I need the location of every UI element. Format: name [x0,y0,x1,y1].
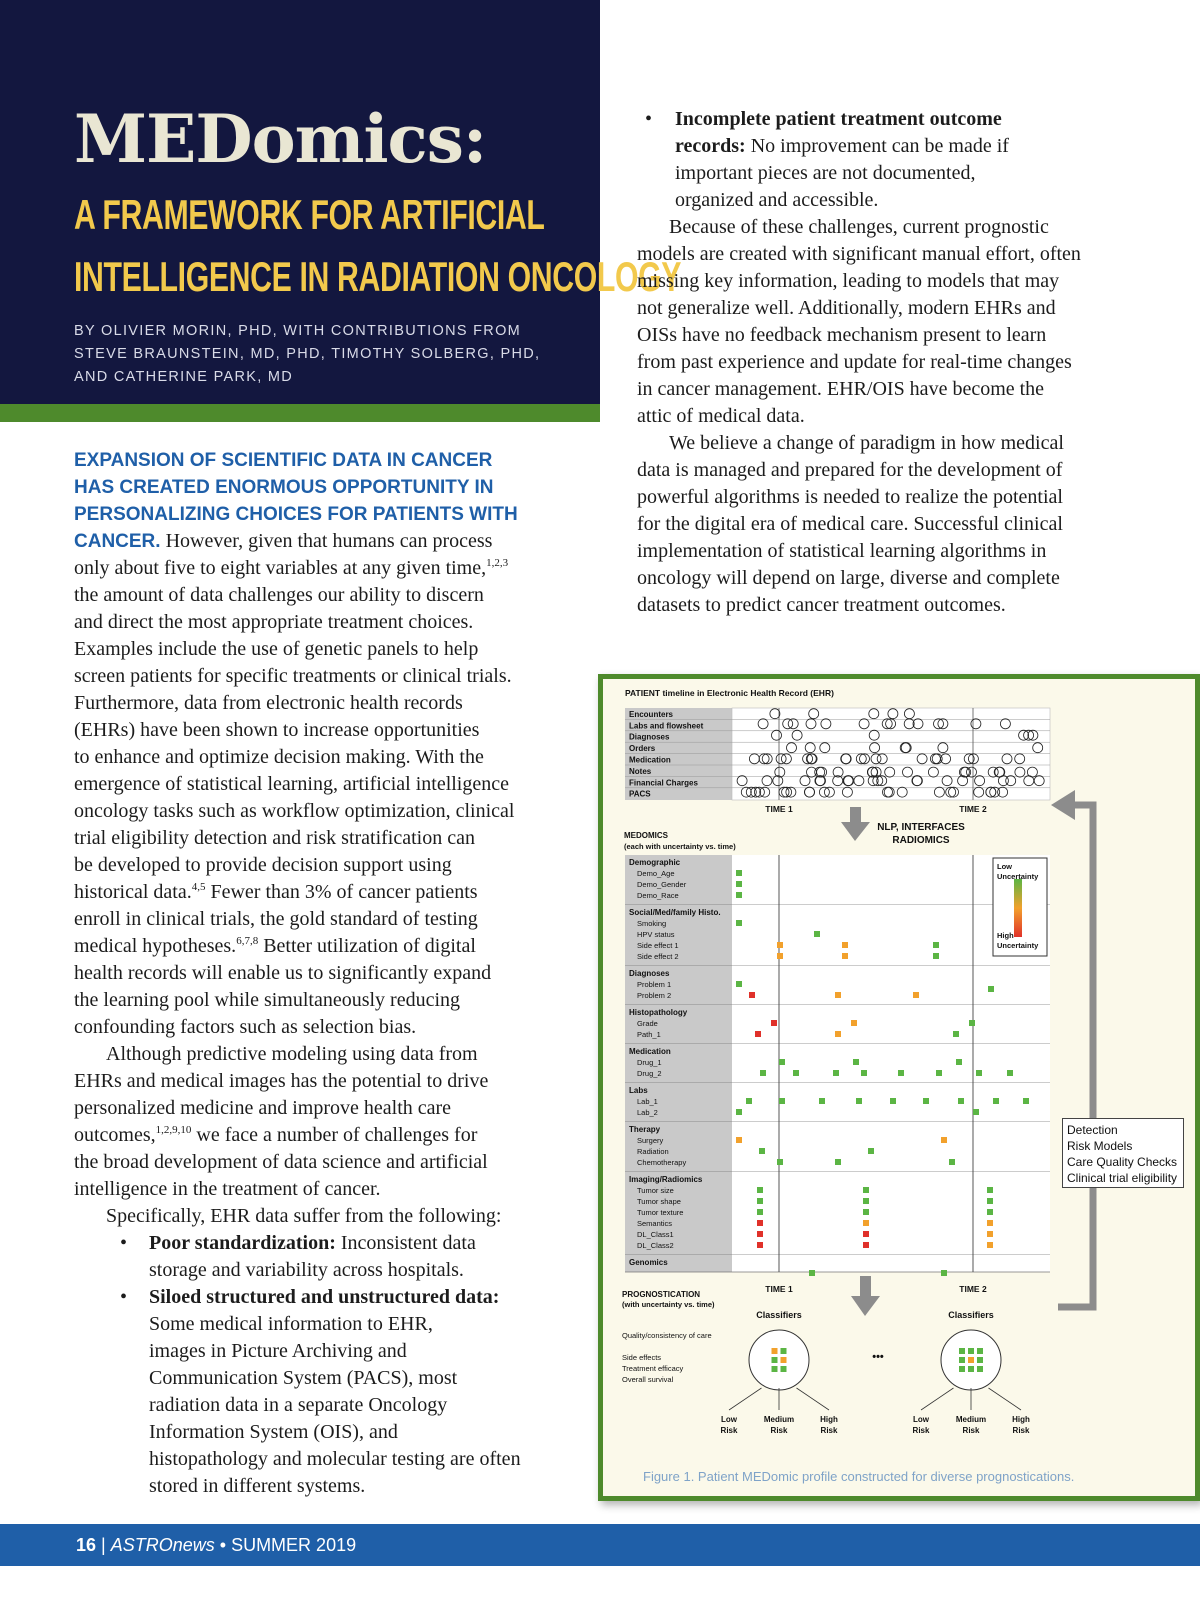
data-marker [941,1137,947,1143]
group-label: Demographic [629,858,681,867]
data-marker [746,1098,752,1104]
radiomics-label: RADIOMICS [892,835,950,846]
data-marker [760,1070,766,1076]
classifier-cell [977,1366,983,1372]
time2-label: TIME 2 [959,1284,987,1294]
body-line: intelligence in the treatment of cancer. [74,1178,381,1200]
data-marker [973,1109,979,1115]
classifier-cell [772,1366,778,1372]
body-line [675,133,1137,160]
data-marker [809,1270,815,1276]
data-marker [736,1109,742,1115]
body-line: to enhance and optimize decision making. With the [74,746,484,768]
data-marker [814,931,820,937]
body-line [149,1230,564,1257]
body-line: not generalize well. Additionally, modern EHRs and [637,297,1056,319]
data-marker [987,1220,993,1226]
data-marker [777,1159,783,1165]
bullet-heading: Siloed structured and unstructured data: [149,1286,500,1308]
data-marker [988,986,994,992]
data-marker [736,1137,742,1143]
body-line: the amount of data challenges our ability to discern [74,584,484,606]
data-marker [757,1198,763,1204]
risk-branch-line [797,1388,830,1410]
data-marker [793,1070,799,1076]
body-line: emergence of statistical learning, artificial intelligence [74,773,509,795]
body-line: from past experience and update for real-time changes [637,351,1072,373]
nlp-label: NLP, INTERFACES [877,822,965,833]
classifier-cell [772,1348,778,1354]
feedback-arrow-head [1051,790,1075,820]
medomics-label: MEDOMICS [624,831,668,840]
item-label: Demo_Gender [637,880,687,889]
item-label: Surgery [637,1136,664,1145]
page-bottom-margin [0,1566,1200,1613]
data-marker [736,870,742,876]
body-line: attic of medical data. [637,405,805,427]
issue-date: SUMMER 2019 [231,1535,357,1555]
bullet-icon: • [120,1286,128,1308]
data-marker [736,981,742,987]
ehr-row-label: Labs and flowsheet [629,721,704,731]
byline-line: BY OLIVIER MORIN, PHD, WITH CONTRIBUTIONS FROM [74,323,522,339]
ehr-row-label: Financial Charges [629,778,698,788]
body-line: data is managed and prepared for the development of [637,459,1063,481]
footnote-ref: 1,2,3 [486,557,509,569]
data-marker [987,1187,993,1193]
bullet-heading: Incomplete patient treatment outcome [675,108,1002,130]
data-marker [1023,1098,1029,1104]
data-marker [1007,1070,1013,1076]
body-line: Examples include the use of genetic panels to help [74,638,479,660]
callout-item: Risk Models [1067,1139,1133,1153]
risk-word-label: Risk [962,1426,980,1435]
body-line: radiation data in a separate Oncology [149,1394,448,1416]
footnote-ref: 1,2,9,10 [155,1124,192,1136]
classifier-cell [781,1357,787,1363]
left-column [74,447,564,1500]
bullet-siloed-data [74,1284,564,1500]
legend-high-label: High [997,931,1014,940]
item-label: Drug_1 [637,1058,662,1067]
risk-level-label: Low [721,1415,737,1424]
risk-word-label: Risk [820,1426,838,1435]
data-marker [923,1098,929,1104]
body-line: histopathology and molecular testing are often [149,1448,521,1470]
figure-diagram [603,679,1195,1496]
lead-line: HAS CREATED ENORMOUS OPPORTUNITY IN [74,477,494,498]
data-marker [779,1098,785,1104]
data-marker [835,992,841,998]
right-column [637,106,1137,619]
group-label: Labs [629,1086,648,1095]
classifier-cell [968,1357,974,1363]
body-line: OISs have no feedback mechanism present to learn [637,324,1047,346]
body-text: we face a number of challenges for [191,1124,478,1146]
callout-item: Clinical trial eligibility [1067,1171,1178,1185]
prog-item-label: Quality/consistency of care [622,1331,712,1340]
figure-caption: Figure 1. Patient MEDomic profile constructed for diverse prognostications. [643,1469,1075,1484]
data-marker [842,953,848,959]
lead-line: EXPANSION OF SCIENTIFIC DATA IN CANCER [74,450,493,471]
item-label: Radiation [637,1147,669,1156]
prognostication-sub-label: (with uncertainty vs. time) [622,1300,715,1309]
classifier-cell [959,1357,965,1363]
item-label: Side effect 2 [637,952,679,961]
paragraph-1 [74,582,564,879]
classifiers-label: Classifiers [756,1310,802,1320]
risk-level-label: Low [913,1415,929,1424]
data-marker [851,1020,857,1026]
risk-branch-line [989,1388,1022,1410]
body-line: the broad development of data science and artificial [74,1151,488,1173]
body-text: Better utilization of digital [258,935,476,957]
data-marker [757,1209,763,1215]
body-line: powerful algorithms is needed to realize the potential [637,486,1063,508]
item-label: Lab_1 [637,1097,658,1106]
body-line: Information System (OIS), and [149,1421,398,1443]
body-line: personalized medicine and improve health care [74,1097,452,1119]
data-marker [898,1070,904,1076]
item-label: Tumor size [637,1186,674,1195]
data-marker [941,1270,947,1276]
header-green-rule [0,404,600,422]
item-label: Smoking [637,919,667,928]
data-marker [755,1031,761,1037]
classifier-cell [772,1357,778,1363]
legend-low-label: Low [997,862,1012,871]
data-marker [987,1198,993,1204]
risk-level-label: Medium [955,1415,987,1424]
data-marker [863,1231,869,1237]
body-line: for the digital era of medical care. Successful clinical [637,513,1063,535]
data-marker [749,992,755,998]
medomics-plot-panel [732,1255,1050,1272]
body-line: be developed to provide decision support using [74,854,452,876]
classifier-cell [977,1357,983,1363]
body-line: Furthermore, data from electronic health records [74,692,463,714]
data-marker [771,1020,777,1026]
article-title: MEDomics: [74,100,487,178]
body-text: outcomes, [74,1124,156,1146]
body-line: (EHRs) have been shown to increase opportunities [74,719,480,741]
prog-item-label: Treatment efficacy [622,1364,684,1373]
bullet-heading: records: [675,135,746,157]
bullet-icon: • [645,108,653,130]
body-line: in cancer management. EHR/OIS have become the [637,378,1045,400]
legend-high-label: Uncertainty [997,941,1039,950]
group-label: Diagnoses [629,969,670,978]
page-number: 16 [76,1535,97,1555]
item-label: Demo_Race [637,891,679,900]
data-marker [976,1070,982,1076]
data-marker [757,1242,763,1248]
bullet-heading: Poor standardization: [149,1232,336,1254]
data-marker [863,1220,869,1226]
data-marker [863,1187,869,1193]
classifier-cell [959,1348,965,1354]
byline-line: AND CATHERINE PARK, MD [74,369,293,385]
classifier-cell [959,1366,965,1372]
body-line [74,528,564,555]
body-line: Because of these challenges, current prognostic [669,216,1049,238]
ehr-row-label: Encounters [629,709,674,719]
classifier-cell [977,1348,983,1354]
data-marker [777,953,783,959]
data-marker [757,1220,763,1226]
legend-color-bar [1014,879,1022,937]
time2-label: TIME 2 [959,804,987,814]
down-arrow-1-head [841,822,870,841]
risk-level-label: Medium [763,1415,795,1424]
data-marker [777,942,783,948]
data-marker [853,1059,859,1065]
ehr-title: PATIENT timeline in Electronic Health Record (EHR) [625,688,834,698]
classifiers-label: Classifiers [948,1310,994,1320]
body-line: implementation of statistical learning algorithms in [637,540,1047,562]
data-marker [835,1159,841,1165]
data-marker [863,1242,869,1248]
group-label: Histopathology [629,1008,688,1017]
footer-sep: | [96,1535,111,1555]
item-label: Side effect 1 [637,941,679,950]
body-line: datasets to predict cancer treatment outcomes. [637,594,1006,616]
data-marker [956,1059,962,1065]
classifier-cell [968,1348,974,1354]
body-line: images in Picture Archiving and [149,1340,407,1362]
legend-low-label: Uncertainty [997,872,1039,881]
body-text: Fewer than 3% of cancer patients [205,881,478,903]
data-marker [757,1231,763,1237]
ehr-row-label: Diagnoses [629,732,670,742]
body-text: only about five to eight variables at any given time, [74,557,487,579]
ehr-row-label: Notes [629,766,652,776]
item-label: Lab_2 [637,1108,658,1117]
data-marker [936,1070,942,1076]
body-line [675,106,1137,133]
time1-label: TIME 1 [765,1284,793,1294]
body-text: medical hypotheses. [74,935,237,957]
group-label: Medication [629,1047,671,1056]
bullet-icon: • [120,1232,128,1254]
use-cases-callout [1062,1118,1184,1188]
data-marker [779,1059,785,1065]
data-marker [736,892,742,898]
data-marker [987,1209,993,1215]
data-marker [856,1098,862,1104]
data-marker [933,942,939,948]
data-marker [835,1031,841,1037]
body-line: and direct the most appropriate treatment choices. [74,611,474,633]
data-marker [863,1209,869,1215]
item-label: Path_1 [637,1030,661,1039]
item-label: Tumor texture [637,1208,684,1217]
classifier-cell [968,1366,974,1372]
ehr-row-label: Orders [629,744,656,754]
item-label: Demo_Age [637,869,675,878]
body-line: oncology tasks such as workflow optimization, clinical [74,800,515,822]
footnote-ref: 6,7,8 [236,935,259,947]
classifier-cell [781,1366,787,1372]
group-label: Social/Med/family Histo. [629,908,721,917]
medomics-sub-label: (each with uncertainty vs. time) [624,842,736,851]
body-line: We believe a change of paradigm in how medical [669,432,1064,454]
item-label: Chemotherapy [637,1158,687,1167]
data-marker [863,1198,869,1204]
body-line: missing key information, leading to models that may [637,270,1060,292]
data-marker [868,1148,874,1154]
time1-label: TIME 1 [765,804,793,814]
body-line: important pieces are not documented, [675,162,976,184]
item-label: Problem 2 [637,991,672,1000]
down-arrow-2-head [851,1296,880,1316]
prog-item-label: Overall survival [622,1375,674,1384]
footer-dot: • [214,1535,232,1555]
body-line: Communication System (PACS), most [149,1367,458,1389]
ehr-row-label: Medication [629,755,671,765]
data-marker [759,1148,765,1154]
lead-line: PERSONALIZING CHOICES FOR PATIENTS WITH [74,504,518,525]
group-label: Genomics [629,1258,668,1267]
body-line: enroll in clinical trials, the gold standard of testing [74,908,478,930]
item-label: Grade [637,1019,658,1028]
data-marker [987,1242,993,1248]
feedback-arrow [1058,805,1093,1307]
data-marker [842,942,848,948]
risk-word-label: Risk [1012,1426,1030,1435]
risk-level-label: High [1012,1415,1030,1424]
medomics-plot-panel [732,1172,1050,1255]
body-line: Specifically, EHR data suffer from the following: [106,1205,502,1227]
article-subtitle [74,184,682,308]
body-line: organized and accessible. [675,189,879,211]
body-line: the learning pool while simultaneously reducing [74,989,461,1011]
data-marker [993,1098,999,1104]
body-line: Some medical information to EHR, [149,1313,433,1335]
figure-box [598,674,1200,1501]
body-line [74,1122,564,1149]
down-arrow-1-shaft [850,807,861,823]
down-arrow-2-shaft [860,1276,871,1296]
body-line [74,555,564,582]
data-marker [736,881,742,887]
callout-item: Detection [1067,1123,1118,1137]
body-line: EHRs and medical images has the potential to drive [74,1070,489,1092]
data-marker [958,1098,964,1104]
data-marker [913,992,919,998]
body-line: Although predictive modeling using data from [106,1043,478,1065]
data-marker [933,953,939,959]
body-line: screen patients for specific treatments or clinical trials. [74,665,512,687]
data-marker [757,1187,763,1193]
medomics-plot-panel [732,1005,1050,1044]
bullet-poor-standardization [74,1230,564,1284]
byline [74,320,540,389]
risk-word-label: Risk [770,1426,788,1435]
data-marker [987,1231,993,1237]
callout-item: Care Quality Checks [1067,1155,1178,1169]
item-label: Semantics [637,1219,673,1228]
item-label: Problem 1 [637,980,672,989]
body-line [149,1284,564,1311]
medomics-plot-panel [732,966,1050,1005]
item-label: HPV status [637,930,675,939]
risk-word-label: Risk [912,1426,930,1435]
footnote-ref: 4,5 [191,881,206,893]
body-line: trial eligibility detection and risk stratification can [74,827,475,849]
data-marker [819,1098,825,1104]
group-label: Therapy [629,1125,661,1134]
data-marker [833,1070,839,1076]
lead-end: CANCER. [74,531,161,552]
group-label: Imaging/Radiomics [629,1175,703,1184]
item-label: DL_Class2 [637,1241,674,1250]
ehr-row-label: PACS [629,789,651,799]
data-marker [953,1031,959,1037]
data-marker [949,1159,955,1165]
item-label: DL_Class1 [637,1230,674,1239]
classifier-circle [749,1330,809,1390]
item-label: Tumor shape [637,1197,681,1206]
classifier-cell [781,1348,787,1354]
body-line [74,933,564,960]
data-marker [969,1020,975,1026]
byline-line: STEVE BRAUNSTEIN, MD, PHD, TIMOTHY SOLBERG, PHD, [74,346,541,362]
bullet-incomplete-records [599,106,1137,214]
risk-level-label: High [820,1415,838,1424]
body-line: oncology will depend on large, diverse and complete [637,567,1060,589]
data-marker [736,920,742,926]
body-line: stored in different systems. [149,1475,366,1497]
risk-word-label: Risk [720,1426,738,1435]
risk-branch-line [729,1388,762,1410]
body-line: health records will enable us to significantly expand [74,962,492,984]
item-label: Drug_2 [637,1069,662,1078]
body-text: historical data. [74,881,192,903]
body-line [74,879,564,906]
risk-branch-line [921,1388,954,1410]
body-text: No improvement can be made if [745,135,1009,157]
data-marker [861,1070,867,1076]
body-line: models are created with significant manual effort, often [637,243,1081,265]
body-line: storage and variability across hospitals. [149,1259,464,1281]
footer-text [76,1535,356,1556]
prog-item-label: Side effects [622,1353,662,1362]
ellipsis-label: ••• [872,1351,884,1363]
body-line: confounding factors such as selection bias. [74,1016,417,1038]
body-text: However, given that humans can process [160,530,493,552]
publication-name: ASTROnews [110,1535,215,1555]
data-marker [890,1098,896,1104]
body-text: Inconsistent data [335,1232,476,1254]
subtitle-line: A FRAMEWORK FOR ARTIFICIAL [74,191,545,238]
subtitle-line: INTELLIGENCE IN RADIATION ONCOLOGY [74,253,682,300]
prognostication-label: PROGNOSTICATION [622,1290,701,1299]
